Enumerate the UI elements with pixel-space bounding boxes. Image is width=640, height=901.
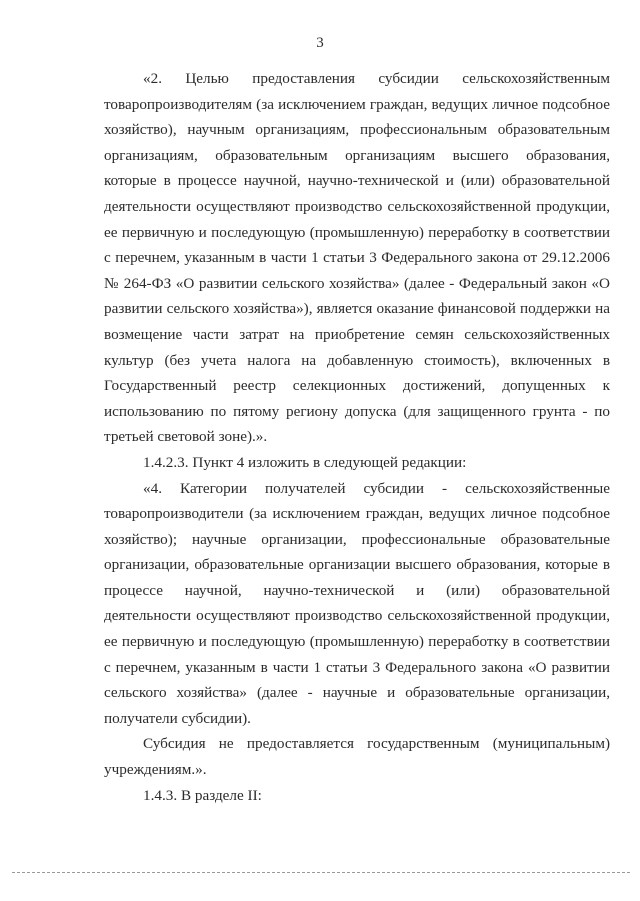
paragraph-subsidy-exclusion: Субсидия не предоставляется государственным (муниципальным) учреждениям.». [104,735,610,779]
paragraph-amendment-item-4: 1.4.2.3. Пункт 4 изложить в следующей редакции: [143,453,467,471]
document-body [104,66,610,808]
page-number: 3 [316,35,324,51]
paragraph-purpose-of-subsidy: «2. Целью предоставления субсидии сельскохозяйственным товаропроизводителям (за исключением граждан, ведущих личное подсобное хозяйство), научным организациям, профессиональным образовательным организациям, образовательным организациям высшего образования, которые в процессе научной, научно-технической и (или) образовательной деятельности осуществляют производство сельскохозяйственной продукции, ее первичную и последующую (промышленную) переработку в соответствии с перечнем, указанным в части 1 статьи 3 Федерального закона от 29.12.2006 № 264-ФЗ «О развитии сельского хозяйства» (далее - Федеральный закон «О развитии сельского хозяйства»), является оказание финансовой поддержки на возмещение части затрат на приобретение семян сельскохозяйственных культур (без учета налога на добавленную стоимость), включенных в Государственный реестр селекционных достижений, допущенных к использованию по пятому региону допуска (для защищенного грунта - по третьей световой зоне).». [104,70,610,446]
bottom-divider [12,872,630,873]
paragraph-recipient-categories: «4. Категории получателей субсидии - сельскохозяйственные товаропроизводители (за исключением граждан, ведущих личное подсобное хозяйство); научные организации, профессиональные образовательные организации, образовательные организации высшего образования, которые в процессе научной, научно-технической и (или) образовательной деятельности осуществляют производство сельскохозяйственной продукции, ее первичную и последующую (промышленную) переработку в соответствии с перечнем, указанным в части 1 статьи 3 Федерального закона «О развитии сельского хозяйства» (далее - научные и образовательные организации, получатели субсидии). [104,479,610,727]
paragraph-section-ii: 1.4.3. В разделе II: [143,786,262,804]
